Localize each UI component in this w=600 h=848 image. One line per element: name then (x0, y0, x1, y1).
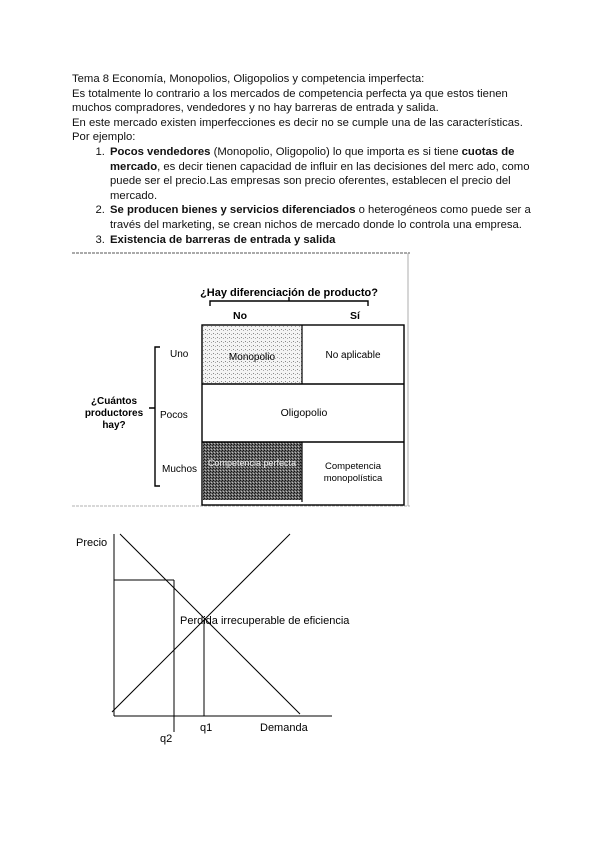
q2-label: q2 (160, 733, 173, 745)
side-question-line2: productores (84, 408, 144, 419)
top-question: ¿Hay diferenciación de producto? (200, 287, 378, 299)
cell-competencia-perfecta: Competencia perfecta (207, 458, 297, 468)
list-item-text: (Monopolio, Oligopolio) lo que importa es si tiene (210, 145, 462, 158)
document-text (72, 72, 532, 247)
list-item (108, 145, 532, 203)
q1-label: q1 (200, 722, 213, 734)
market-structure-figure (72, 252, 412, 508)
side-brace (149, 347, 160, 486)
cell-competencia-monopolistica-line2: monopolística (323, 473, 383, 484)
col-header-si: Sí (350, 310, 360, 322)
paragraph-imperfections: En este mercado existen imperfecciones es decir no se cumple una de las características. Por ejemplo: (72, 116, 523, 144)
row-label-uno: Uno (170, 349, 189, 360)
x-axis-label: Demanda (260, 722, 308, 734)
paragraph-intro: Es totalmente lo contrario a los mercados de competencia perfecta ya que estos tienen muchos compradores, vendedores y no hay barreras de entrada y salida. (72, 87, 508, 115)
list-item-text: , es decir tienen capacidad de influir en las decisiones del merc ado, como puede ser el precio.Las empresas son precio oferentes, establecen el precio del mercado. (110, 160, 530, 202)
list-item (108, 233, 532, 248)
list-item-text: o heterogéneos como puede ser a través del marketing, se crean nichos de mercado donde lo controla una empresa. (110, 204, 531, 231)
side-question-line1: ¿Cuántos (90, 396, 138, 407)
list-item-bold: cuotas de mercado (110, 145, 515, 173)
cell-competencia-monopolistica-line1: Competencia (325, 461, 381, 472)
characteristics-list (72, 145, 532, 247)
cell-monopolio: Monopolio (228, 352, 276, 363)
side-question-line3: hay? (102, 420, 126, 431)
list-item-bold: Se producen bienes y servicios diferenciados (110, 204, 356, 217)
col-header-no: No (233, 310, 247, 322)
deadweight-loss-annotation: Perdida irrecuperable de eficiencia (180, 615, 350, 627)
list-item-bold: Pocos vendedores (110, 145, 211, 158)
cell-oligopolio: Oligopolio (280, 407, 328, 419)
list-item (108, 203, 532, 232)
list-item-bold: Existencia de barreras de entrada y salida (110, 233, 336, 246)
y-axis-label: Precio (76, 537, 108, 549)
doc-heading: Tema 8 Economía, Monopolios, Oligopolios y competencia imperfecta: (72, 73, 425, 85)
row-label-muchos: Muchos (162, 464, 198, 475)
deadweight-loss-graph (70, 524, 360, 746)
cell-no-aplicable: No aplicable (325, 350, 381, 361)
row-label-pocos: Pocos (160, 410, 188, 421)
cell-competencia-perfecta-bg (203, 442, 302, 500)
